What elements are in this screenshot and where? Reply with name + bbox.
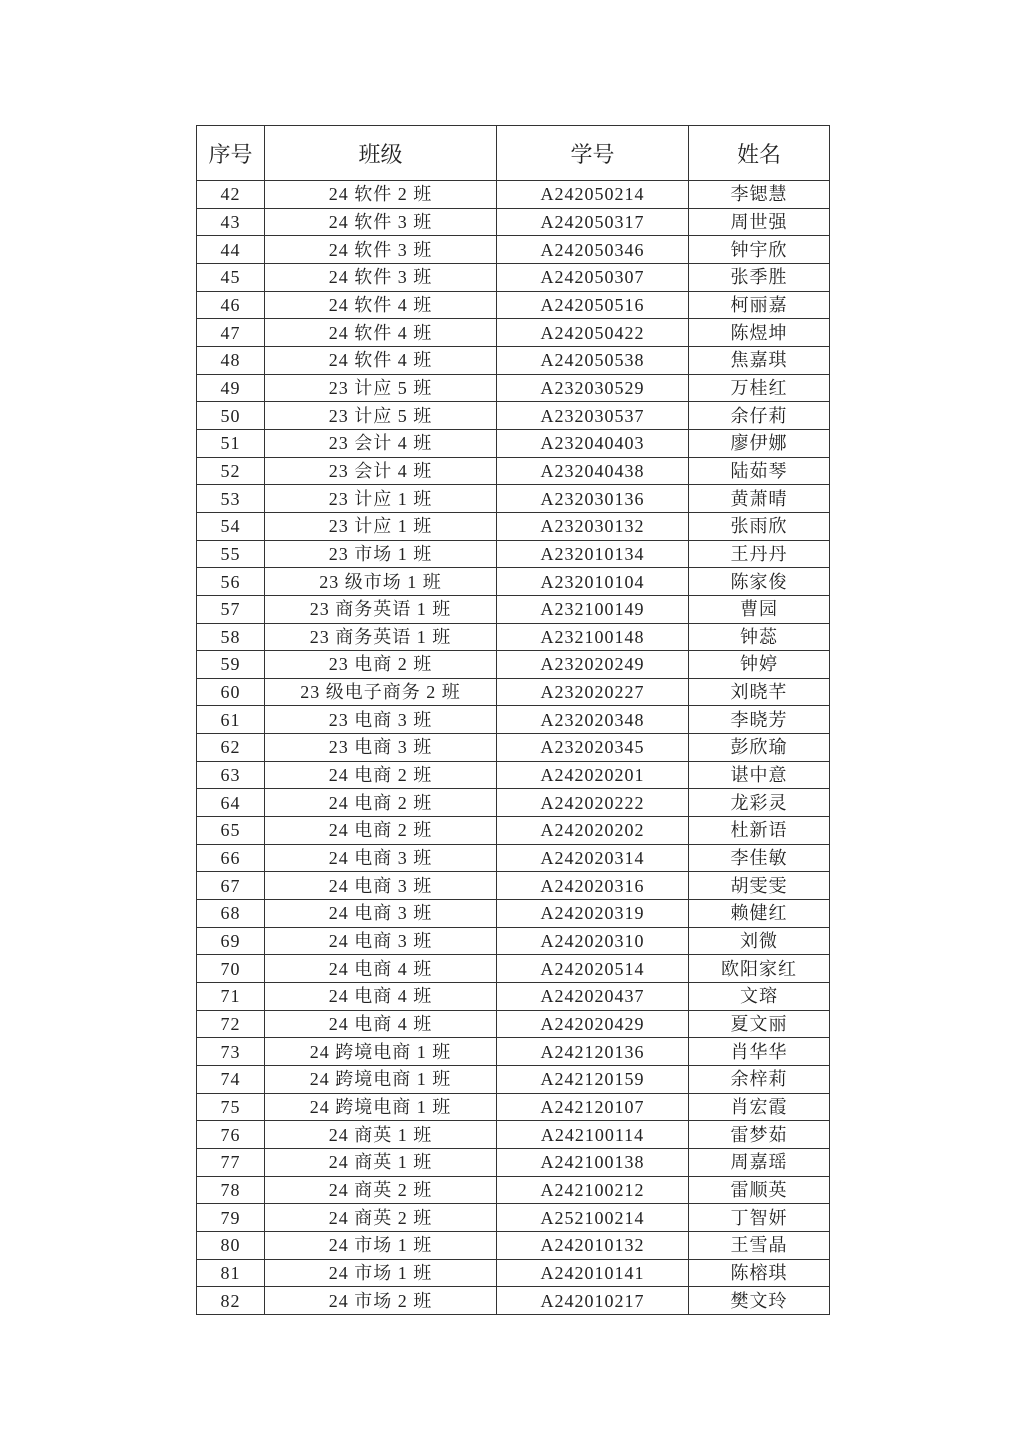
cell-index: 53 (197, 485, 265, 513)
cell-name: 黄萧晴 (689, 485, 830, 513)
cell-student-id: A232010104 (497, 568, 689, 596)
cell-name: 李晓芳 (689, 706, 830, 734)
table-row (197, 983, 830, 1011)
cell-name: 丁智妍 (689, 1204, 830, 1232)
cell-student-id: A242020437 (497, 983, 689, 1011)
cell-index: 71 (197, 983, 265, 1011)
cell-student-id: A242050346 (497, 236, 689, 264)
cell-student-id: A242020222 (497, 789, 689, 817)
cell-name: 钟宇欣 (689, 236, 830, 264)
cell-class: 23 级电子商务 2 班 (265, 678, 497, 706)
table-row (197, 734, 830, 762)
cell-index: 63 (197, 761, 265, 789)
cell-class: 24 电商 4 班 (265, 955, 497, 983)
cell-class: 23 商务英语 1 班 (265, 595, 497, 623)
cell-class: 24 软件 3 班 (265, 263, 497, 291)
table-row (197, 1121, 830, 1149)
cell-index: 66 (197, 844, 265, 872)
cell-student-id: A242100212 (497, 1176, 689, 1204)
cell-name: 柯丽嘉 (689, 291, 830, 319)
cell-class: 24 电商 3 班 (265, 872, 497, 900)
table-row (197, 955, 830, 983)
table-row (197, 1176, 830, 1204)
table-row (197, 485, 830, 513)
cell-class: 24 软件 3 班 (265, 208, 497, 236)
cell-name: 刘晓芊 (689, 678, 830, 706)
cell-index: 69 (197, 927, 265, 955)
cell-index: 47 (197, 319, 265, 347)
table-body (197, 181, 830, 1315)
cell-name: 钟蕊 (689, 623, 830, 651)
cell-student-id: A252100214 (497, 1204, 689, 1232)
header-index: 序号 (197, 126, 265, 181)
cell-name: 赖健红 (689, 900, 830, 928)
table-row (197, 789, 830, 817)
cell-class: 23 计应 1 班 (265, 485, 497, 513)
cell-index: 54 (197, 512, 265, 540)
cell-name: 欧阳家红 (689, 955, 830, 983)
cell-student-id: A242120136 (497, 1038, 689, 1066)
cell-index: 49 (197, 374, 265, 402)
cell-index: 81 (197, 1259, 265, 1287)
cell-class: 23 计应 5 班 (265, 374, 497, 402)
table-row (197, 512, 830, 540)
cell-class: 23 级市场 1 班 (265, 568, 497, 596)
table-row (197, 1148, 830, 1176)
table-row (197, 1010, 830, 1038)
table-row (197, 540, 830, 568)
cell-student-id: A232020227 (497, 678, 689, 706)
cell-index: 68 (197, 900, 265, 928)
cell-class: 24 商英 2 班 (265, 1176, 497, 1204)
cell-index: 56 (197, 568, 265, 596)
table-row (197, 927, 830, 955)
cell-name: 钟婷 (689, 651, 830, 679)
table-header-row (197, 126, 830, 181)
cell-index: 80 (197, 1231, 265, 1259)
cell-student-id: A242050538 (497, 346, 689, 374)
cell-name: 谌中意 (689, 761, 830, 789)
cell-student-id: A232030537 (497, 402, 689, 430)
cell-student-id: A242020314 (497, 844, 689, 872)
cell-student-id: A242050516 (497, 291, 689, 319)
cell-student-id: A242050214 (497, 181, 689, 209)
cell-student-id: A232020348 (497, 706, 689, 734)
table-row (197, 761, 830, 789)
cell-class: 23 会计 4 班 (265, 429, 497, 457)
cell-name: 焦嘉琪 (689, 346, 830, 374)
cell-student-id: A232020249 (497, 651, 689, 679)
cell-index: 59 (197, 651, 265, 679)
table-row (197, 1093, 830, 1121)
cell-student-id: A242050317 (497, 208, 689, 236)
header-name: 姓名 (689, 126, 830, 181)
table-row (197, 263, 830, 291)
table-row (197, 291, 830, 319)
cell-class: 24 电商 3 班 (265, 844, 497, 872)
cell-name: 肖华华 (689, 1038, 830, 1066)
cell-student-id: A242020316 (497, 872, 689, 900)
cell-class: 24 电商 3 班 (265, 927, 497, 955)
cell-student-id: A232020345 (497, 734, 689, 762)
cell-class: 24 软件 4 班 (265, 346, 497, 374)
cell-class: 24 电商 3 班 (265, 900, 497, 928)
cell-student-id: A242020429 (497, 1010, 689, 1038)
cell-class: 24 跨境电商 1 班 (265, 1066, 497, 1094)
cell-index: 64 (197, 789, 265, 817)
table-row (197, 1231, 830, 1259)
cell-student-id: A232010134 (497, 540, 689, 568)
cell-name: 李佳敏 (689, 844, 830, 872)
cell-class: 24 软件 4 班 (265, 319, 497, 347)
cell-name: 文瑢 (689, 983, 830, 1011)
cell-class: 24 市场 1 班 (265, 1259, 497, 1287)
table-row (197, 402, 830, 430)
cell-name: 周世强 (689, 208, 830, 236)
cell-student-id: A242050422 (497, 319, 689, 347)
table-row (197, 1259, 830, 1287)
cell-student-id: A242010217 (497, 1287, 689, 1315)
cell-name: 陈煜坤 (689, 319, 830, 347)
cell-student-id: A242100138 (497, 1148, 689, 1176)
cell-student-id: A242120107 (497, 1093, 689, 1121)
cell-class: 24 电商 4 班 (265, 1010, 497, 1038)
cell-index: 58 (197, 623, 265, 651)
table-row (197, 1287, 830, 1315)
cell-class: 23 计应 5 班 (265, 402, 497, 430)
cell-index: 72 (197, 1010, 265, 1038)
cell-class: 24 市场 2 班 (265, 1287, 497, 1315)
cell-name: 余梓莉 (689, 1066, 830, 1094)
cell-index: 51 (197, 429, 265, 457)
cell-name: 肖宏霞 (689, 1093, 830, 1121)
cell-index: 78 (197, 1176, 265, 1204)
table-row (197, 872, 830, 900)
cell-index: 62 (197, 734, 265, 762)
table-row (197, 457, 830, 485)
cell-class: 24 跨境电商 1 班 (265, 1093, 497, 1121)
cell-name: 王丹丹 (689, 540, 830, 568)
cell-student-id: A242010141 (497, 1259, 689, 1287)
table-row (197, 1038, 830, 1066)
cell-student-id: A232040438 (497, 457, 689, 485)
table-row (197, 844, 830, 872)
cell-student-id: A242020201 (497, 761, 689, 789)
cell-class: 24 电商 2 班 (265, 761, 497, 789)
cell-class: 24 商英 1 班 (265, 1121, 497, 1149)
cell-index: 70 (197, 955, 265, 983)
cell-name: 刘微 (689, 927, 830, 955)
cell-name: 余仔莉 (689, 402, 830, 430)
cell-index: 73 (197, 1038, 265, 1066)
cell-name: 李锶慧 (689, 181, 830, 209)
cell-class: 24 电商 2 班 (265, 817, 497, 845)
table-row (197, 568, 830, 596)
cell-class: 23 市场 1 班 (265, 540, 497, 568)
cell-name: 陈家俊 (689, 568, 830, 596)
cell-student-id: A242020514 (497, 955, 689, 983)
cell-index: 74 (197, 1066, 265, 1094)
table-row (197, 900, 830, 928)
table-row (197, 208, 830, 236)
cell-index: 82 (197, 1287, 265, 1315)
cell-student-id: A242120159 (497, 1066, 689, 1094)
cell-class: 23 商务英语 1 班 (265, 623, 497, 651)
cell-class: 23 会计 4 班 (265, 457, 497, 485)
cell-student-id: A232100148 (497, 623, 689, 651)
cell-index: 52 (197, 457, 265, 485)
cell-student-id: A232040403 (497, 429, 689, 457)
cell-name: 彭欣瑜 (689, 734, 830, 762)
cell-class: 24 商英 2 班 (265, 1204, 497, 1232)
cell-name: 张雨欣 (689, 512, 830, 540)
cell-class: 24 电商 4 班 (265, 983, 497, 1011)
cell-index: 79 (197, 1204, 265, 1232)
cell-name: 雷顺英 (689, 1176, 830, 1204)
table-row (197, 678, 830, 706)
cell-index: 61 (197, 706, 265, 734)
cell-class: 23 电商 3 班 (265, 734, 497, 762)
table-row (197, 623, 830, 651)
cell-index: 42 (197, 181, 265, 209)
table-row (197, 1204, 830, 1232)
cell-name: 王雪晶 (689, 1231, 830, 1259)
cell-class: 24 市场 1 班 (265, 1231, 497, 1259)
cell-class: 24 软件 2 班 (265, 181, 497, 209)
cell-index: 43 (197, 208, 265, 236)
header-student-id: 学号 (497, 126, 689, 181)
table-row (197, 181, 830, 209)
cell-name: 廖伊娜 (689, 429, 830, 457)
cell-student-id: A242020202 (497, 817, 689, 845)
cell-class: 23 计应 1 班 (265, 512, 497, 540)
cell-name: 雷梦茹 (689, 1121, 830, 1149)
table-row (197, 374, 830, 402)
table-row (197, 651, 830, 679)
cell-name: 胡雯雯 (689, 872, 830, 900)
cell-class: 24 跨境电商 1 班 (265, 1038, 497, 1066)
cell-index: 44 (197, 236, 265, 264)
cell-student-id: A232030529 (497, 374, 689, 402)
cell-index: 46 (197, 291, 265, 319)
cell-student-id: A242100114 (497, 1121, 689, 1149)
cell-class: 23 电商 2 班 (265, 651, 497, 679)
cell-class: 24 电商 2 班 (265, 789, 497, 817)
cell-index: 55 (197, 540, 265, 568)
table-row (197, 236, 830, 264)
cell-index: 77 (197, 1148, 265, 1176)
header-class: 班级 (265, 126, 497, 181)
cell-name: 张季胜 (689, 263, 830, 291)
table-row (197, 319, 830, 347)
table-row (197, 706, 830, 734)
cell-name: 夏文丽 (689, 1010, 830, 1038)
cell-index: 48 (197, 346, 265, 374)
cell-index: 57 (197, 595, 265, 623)
cell-student-id: A232100149 (497, 595, 689, 623)
cell-class: 24 软件 4 班 (265, 291, 497, 319)
cell-name: 曹园 (689, 595, 830, 623)
cell-name: 万桂红 (689, 374, 830, 402)
cell-class: 24 软件 3 班 (265, 236, 497, 264)
table-row (197, 1066, 830, 1094)
cell-class: 23 电商 3 班 (265, 706, 497, 734)
cell-index: 67 (197, 872, 265, 900)
table-row (197, 429, 830, 457)
cell-student-id: A242050307 (497, 263, 689, 291)
cell-student-id: A232030136 (497, 485, 689, 513)
cell-student-id: A242020319 (497, 900, 689, 928)
cell-student-id: A232030132 (497, 512, 689, 540)
cell-index: 65 (197, 817, 265, 845)
cell-name: 龙彩灵 (689, 789, 830, 817)
cell-index: 45 (197, 263, 265, 291)
table-row (197, 817, 830, 845)
cell-student-id: A242010132 (497, 1231, 689, 1259)
table-row (197, 595, 830, 623)
cell-index: 75 (197, 1093, 265, 1121)
cell-name: 陆茹琴 (689, 457, 830, 485)
cell-student-id: A242020310 (497, 927, 689, 955)
student-list-table (196, 125, 830, 1315)
cell-class: 24 商英 1 班 (265, 1148, 497, 1176)
cell-index: 76 (197, 1121, 265, 1149)
cell-index: 50 (197, 402, 265, 430)
cell-name: 杜新语 (689, 817, 830, 845)
cell-name: 周嘉瑶 (689, 1148, 830, 1176)
cell-index: 60 (197, 678, 265, 706)
cell-name: 陈榕琪 (689, 1259, 830, 1287)
cell-name: 樊文玲 (689, 1287, 830, 1315)
table-row (197, 346, 830, 374)
